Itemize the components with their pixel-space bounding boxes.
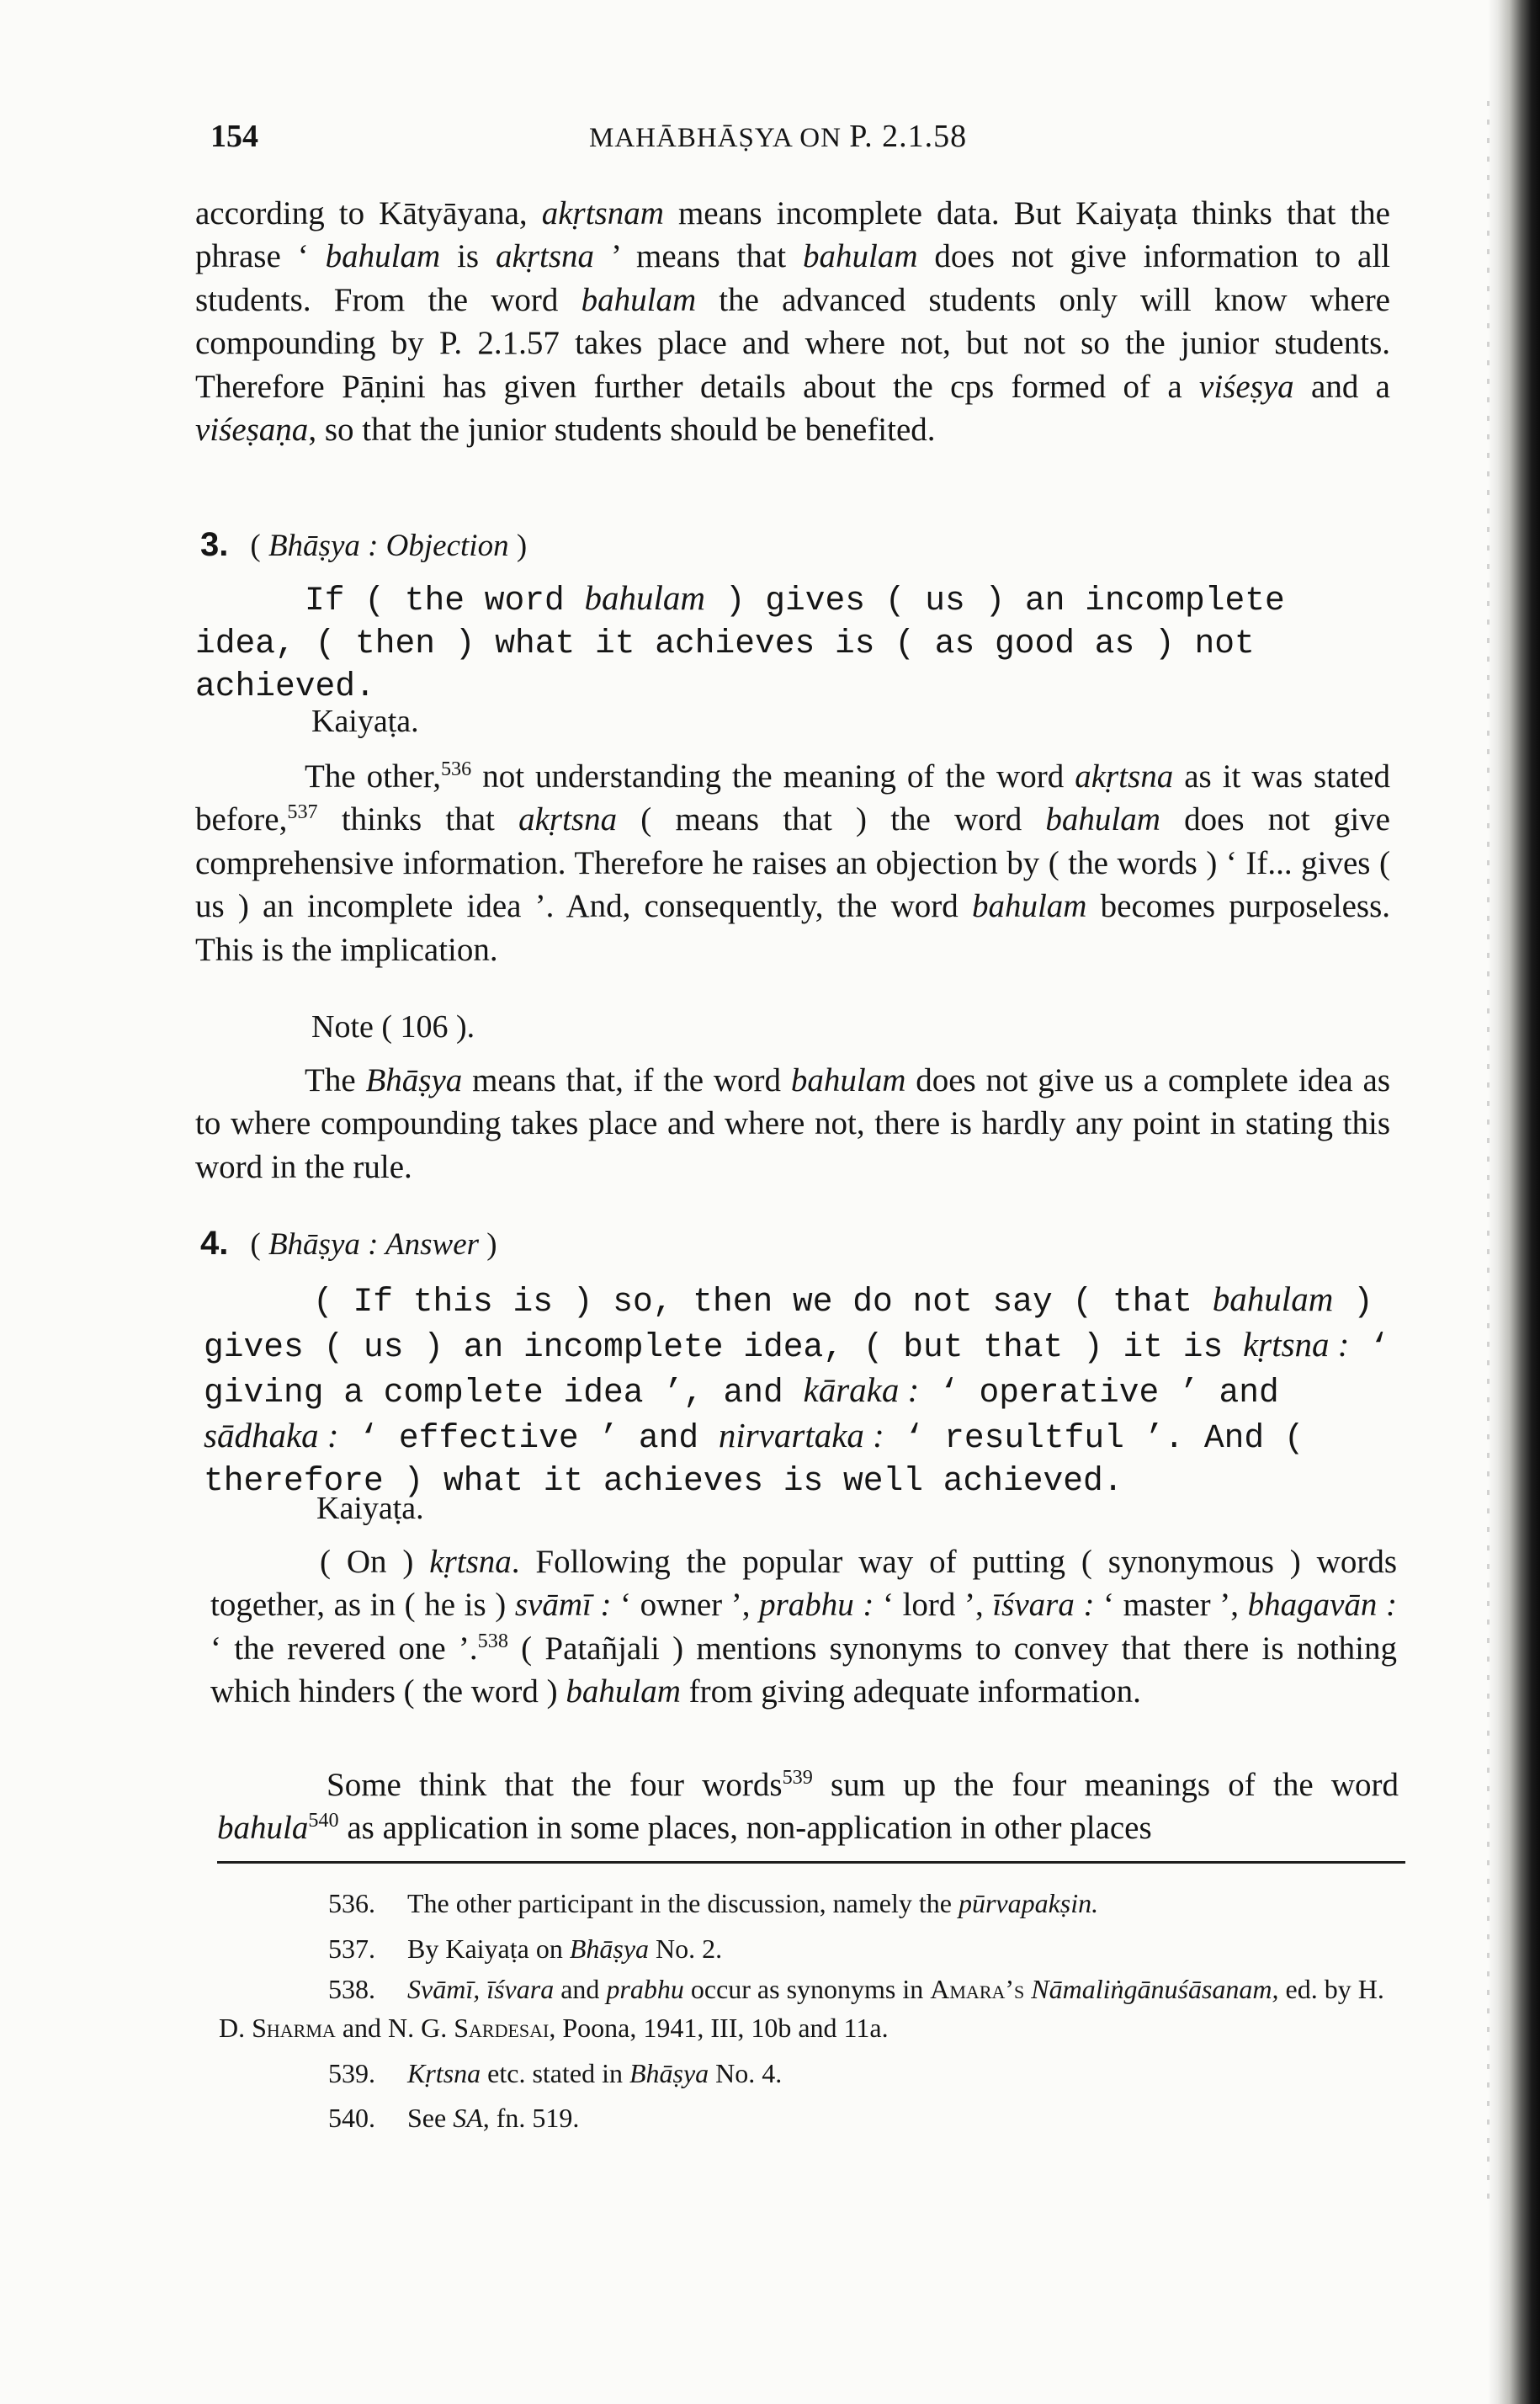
footnote-ref-539: 539 [782,1766,813,1789]
section-3-bhasya-text: If ( the word bahulam ) gives ( us ) an incomplete idea, ( then ) what it achieves is ( as good as ) not achieved. [195,578,1285,705]
footnote-ref-538: 538 [477,1629,508,1652]
scan-noise [1487,101,1490,2205]
footnote-538: 538. Svāmī, īśvara and prabhu occur as synonyms in Amara’s Nāmaliṅgānuśāsanam, ed. by H. D. Sharma and N. G. Sardesai, Poona, 1941, III, 10b and 11a. [219,1974,1384,2043]
kaiyata-paragraph-2: ( On ) kṛtsna. Following the popular way of putting ( synonymous ) words together, as in ( he is ) svāmī : ‘ owner ’, prabhu : ‘ lord ’, īśvara : ‘ master ’, bhagavān : ‘ the revered one ’.$^{538}$ ( Patañjali ) mentions synonyms to convey that there is nothing which hinders ( the word ) bahulam from giving adequate information. [210,1544,1397,1710]
kaiyata-heading-1: Kaiyaṭa. [311,704,419,739]
footnote-ref-540: 540 [308,1809,339,1832]
note-106-heading: Note ( 106 ). [311,1009,475,1045]
kaiyata-paragraph-1: The other,$^{536}$ not understanding the meaning of the word akṛtsna as it was stated before,$^{537}$ thinks that akṛtsna ( means that ) the word bahulam does not give comprehensive information. Therefore he raises an objection by ( the words ) ‘ If... gives ( us ) an incomplete idea ’. And, consequently, the word bahulam becomes purposeless. This is the implication. [195,758,1390,968]
running-title [589,118,967,155]
section-4-heading: 4. ( Bhāṣya : Answer ) [200,1225,497,1262]
running-title-text: MAHĀBHĀṢYA ON [589,123,842,153]
scanned-page-edge [1488,0,1540,2404]
footnote-ref-537: 537 [287,800,318,824]
footnote-536: 536. The other participant in the discussion, namely the pūrvapakṣin. [328,1888,1099,1918]
footnote-divider [217,1861,1405,1864]
closing-paragraph: Some think that the four words$^{539}$ sum up the four meanings of the word bahula$^{540}$ as application in some places, non-application in other places [217,1766,1399,1847]
section-3-title: Bhāṣya : Objection [268,529,509,563]
footnote-539: 539. Kṛtsna etc. stated in Bhāṣya No. 4. [328,2058,783,2088]
page-header [0,109,1464,160]
section-4-title: Bhāṣya : Answer [268,1227,480,1262]
footnote-540: 540. See SA, fn. 519. [328,2103,580,2133]
section-3-heading: 3. ( Bhāṣya : Objection ) [200,526,528,563]
page-number: 154 [210,119,258,154]
note-106-paragraph: The Bhāṣya means that, if the word bahulam does not give us a complete idea as to where compounding takes place and where not, there is hardly any point in stating this word in the rule. [195,1062,1390,1185]
intro-paragraph: according to Kātyāyana, akṛtsnam means incomplete data. But Kaiyaṭa thinks that the phrase ‘ bahulam is akṛtsna ’ means that bahulam does not give information to all students. From the word bahulam the advanced students only will know where compounding by P. 2.1.57 takes place and where not, but not so the junior students. Therefore Pāṇini has given further details about the cps formed of a viśeṣya and a viśeṣaṇa, so that the junior students should be benefited. [195,195,1390,449]
section-3-number: 3. [200,526,229,563]
footnote-ref-536: 536 [440,758,472,780]
kaiyata-heading-2: Kaiyaṭa. [316,1491,424,1526]
section-4-bhasya-text: ( If this is ) so, then we do not say ( that bahulam ) gives ( us ) an incomplete idea, ( but that ) it is kṛtsna : ‘ giving a complete idea ’, and kāraka : ‘ operative ’ and sādhaka : ‘ effective ’ and nirvartaka : ‘ resultful ’. And ( therefore ) what it achieves is well achieved. [204,1279,1389,1500]
running-title-rule-ref: P. 2.1.58 [849,119,968,154]
section-4-number: 4. [200,1225,229,1262]
footnote-537: 537. By Kaiyaṭa on Bhāṣya No. 2. [328,1933,723,1964]
